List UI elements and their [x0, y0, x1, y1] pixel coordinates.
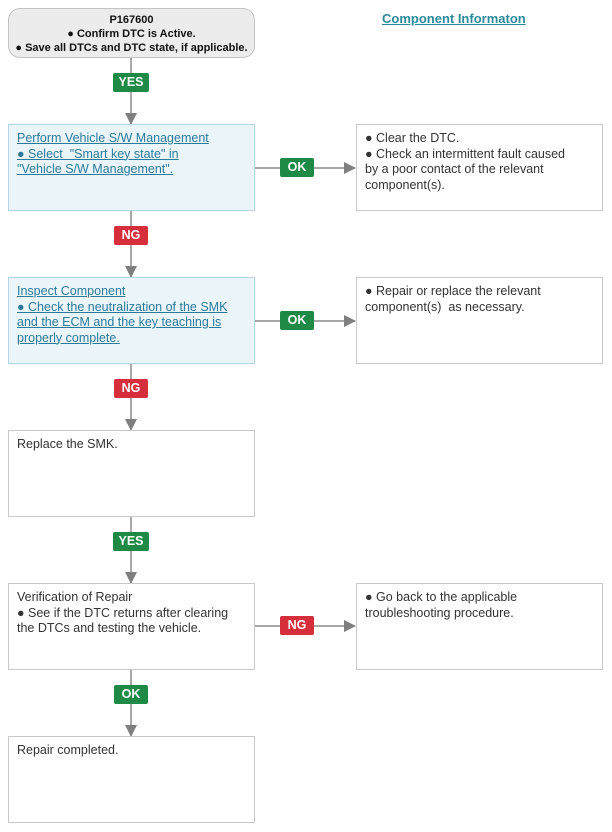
step5-line-1: Repair completed. — [17, 743, 119, 757]
step-verification-of-repair — [8, 583, 255, 670]
badge-ng-3: NG — [280, 616, 314, 635]
step4-line-2: ● See if the DTC returns after clearing — [17, 605, 229, 620]
step2-ok-line-2: component(s) as necessary. — [365, 299, 525, 314]
step-vehicle-sw-management[interactable] — [8, 124, 255, 211]
step4-ng-result — [356, 583, 603, 670]
step1-ok-result — [356, 124, 603, 211]
step1-ok-line-2: ● Check an intermittent fault caused — [365, 146, 566, 161]
start-line-save: ● Save all DTCs and DTC state, if applicable. — [15, 42, 248, 54]
step4-ng-line-2: troubleshooting procedure. — [365, 605, 514, 620]
step-inspect-component[interactable] — [8, 277, 255, 364]
badge-ng-2: NG — [114, 379, 148, 398]
step2-ok-result — [356, 277, 603, 364]
step3-line-1: Replace the SMK. — [17, 437, 118, 451]
badge-ok-3: OK — [114, 685, 148, 704]
step1-ok-line-1: ● Clear the DTC. — [365, 131, 460, 145]
step2-ok-line-1: ● Repair or replace the relevant — [365, 284, 541, 298]
step1-line-2[interactable]: "Vehicle S/W Management". — [17, 162, 174, 176]
step2-line-2[interactable]: and the ECM and the key teaching is — [17, 315, 222, 329]
step1-line-1[interactable]: ● Select "Smart key state" in — [17, 146, 179, 161]
step2-line-1[interactable]: ● Check the neutralization of the SMK — [17, 299, 228, 314]
start-line-confirm: ● Confirm DTC is Active. — [67, 28, 196, 40]
dtc-code: P167600 — [109, 14, 154, 26]
step2-title-link[interactable]: Inspect Component — [17, 284, 126, 298]
badge-yes-2: YES — [113, 532, 149, 551]
step4-line-3: the DTCs and testing the vehicle. — [17, 621, 202, 635]
component-information-link[interactable]: Component Informaton — [382, 11, 526, 26]
start-node — [8, 8, 255, 58]
step4-ng-line-1: ● Go back to the applicable — [365, 590, 518, 604]
step2-line-3[interactable]: properly complete. — [17, 330, 120, 345]
step4-line-1: Verification of Repair — [17, 590, 133, 604]
badge-yes-1: YES — [113, 73, 149, 92]
step-replace-smk — [8, 430, 255, 517]
step1-ok-line-3: by a poor contact of the relevant — [365, 162, 544, 176]
badge-ok-2: OK — [280, 311, 314, 330]
badge-ng-1: NG — [114, 226, 148, 245]
badge-ok-1: OK — [280, 158, 314, 177]
step-repair-completed — [8, 736, 255, 823]
step1-ok-line-4: component(s). — [365, 177, 445, 192]
step1-title-link[interactable]: Perform Vehicle S/W Management — [17, 131, 209, 145]
